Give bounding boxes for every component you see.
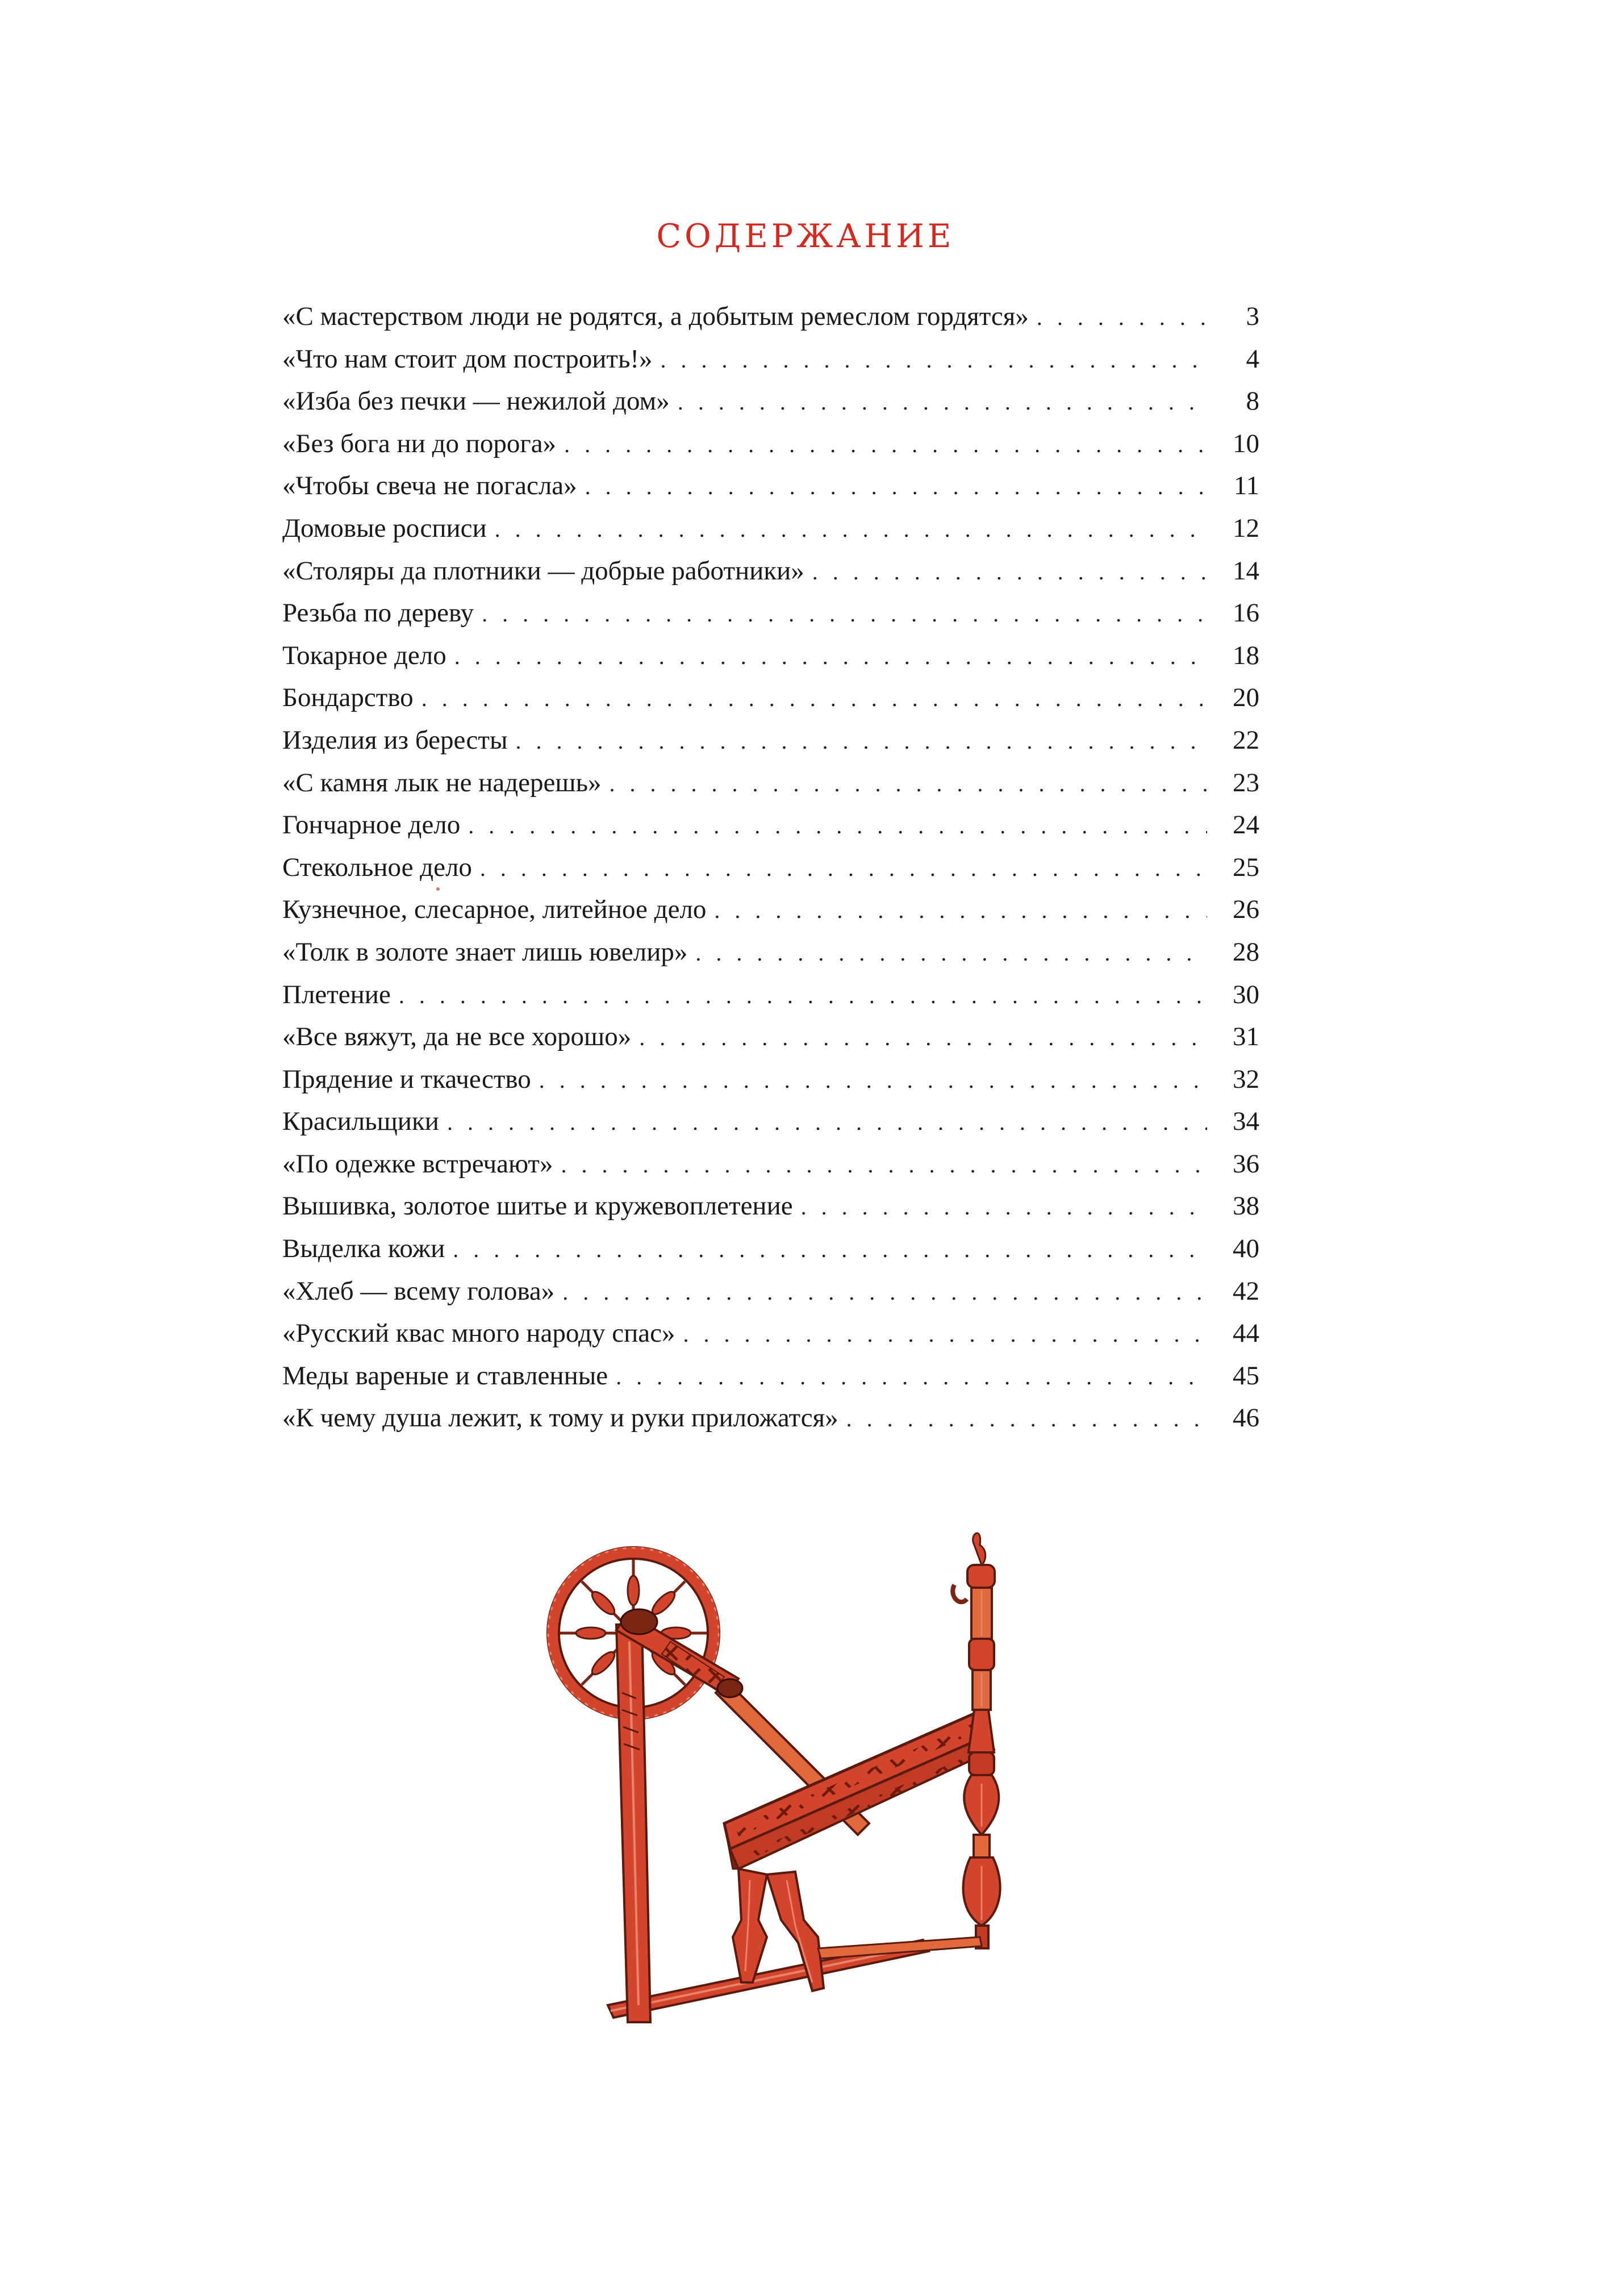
toc-title: «К чему душа лежит, к тому и руки приложатся» xyxy=(282,1403,838,1433)
toc-page-number: 8 xyxy=(1246,386,1259,416)
toc-page-number: 40 xyxy=(1233,1234,1259,1264)
toc-title: «Русский квас много народу спас» xyxy=(282,1318,675,1349)
toc-dot-leader xyxy=(661,339,1207,382)
toc-row xyxy=(282,592,1259,634)
toc-title: «Изба без печки — нежилой дом» xyxy=(282,386,670,416)
toc-dot-leader xyxy=(812,551,1207,594)
toc-row xyxy=(282,465,1259,507)
toc-row xyxy=(282,1100,1259,1143)
toc-title: «Толк в золоте знает лишь ювелир» xyxy=(282,937,688,967)
toc-dot-leader xyxy=(801,1186,1207,1229)
toc-page-number: 18 xyxy=(1233,640,1259,670)
toc-title: Красильщики xyxy=(282,1107,439,1137)
toc-page-number: 22 xyxy=(1233,725,1259,755)
toc-title: «Все вяжут, да не все хорошо» xyxy=(282,1022,632,1052)
print-speck xyxy=(436,887,440,891)
toc-row xyxy=(282,888,1259,931)
toc-dot-leader xyxy=(421,678,1207,720)
toc-row xyxy=(282,634,1259,677)
toc-dot-leader xyxy=(495,508,1207,551)
toc-title: Изделия из бересты xyxy=(282,725,508,755)
toc-dot-leader xyxy=(846,1398,1207,1441)
toc-page-number: 20 xyxy=(1233,683,1259,713)
toc-row xyxy=(282,846,1259,889)
toc-row xyxy=(282,974,1259,1016)
toc-dot-leader xyxy=(562,1271,1207,1314)
toc-row xyxy=(282,1312,1259,1355)
table-of-contents xyxy=(282,295,1259,1439)
toc-row xyxy=(282,1270,1259,1313)
toc-row xyxy=(282,550,1259,592)
toc-dot-leader xyxy=(482,593,1207,636)
toc-title: Прядение и ткачество xyxy=(282,1064,531,1094)
toc-title: Домовые росписи xyxy=(282,513,487,543)
toc-title: «Без бога ни до порога» xyxy=(282,428,557,458)
toc-dot-leader xyxy=(516,720,1207,763)
toc-dot-leader xyxy=(480,848,1207,890)
toc-title: «Столяры да плотники — добрые работники» xyxy=(282,556,804,586)
toc-page-number: 42 xyxy=(1233,1276,1259,1306)
toc-row xyxy=(282,1355,1259,1397)
toc-dot-leader xyxy=(454,636,1207,678)
toc-page-number: 32 xyxy=(1233,1064,1259,1094)
toc-page-number: 10 xyxy=(1233,428,1259,458)
toc-dot-leader xyxy=(399,975,1207,1017)
toc-page-number: 26 xyxy=(1233,895,1259,925)
toc-row xyxy=(282,1228,1259,1270)
toc-dot-leader xyxy=(683,1313,1207,1356)
toc-title: Кузнечное, слесарное, литейное дело xyxy=(282,895,707,925)
toc-row xyxy=(282,677,1259,719)
toc-title: «С камня лык не надерешь» xyxy=(282,767,602,798)
toc-row xyxy=(282,1397,1259,1439)
toc-page-number: 14 xyxy=(1233,556,1259,586)
toc-title: «Что нам стоит дом построить!» xyxy=(282,344,653,374)
toc-title: Плетение xyxy=(282,979,391,1009)
toc-dot-leader xyxy=(585,466,1207,508)
toc-dot-leader xyxy=(1037,297,1207,339)
toc-title: «Чтобы свеча не погасла» xyxy=(282,471,577,501)
toc-title: Меды вареные и ставленные xyxy=(282,1360,608,1391)
toc-title: Вышивка, золотое шитье и кружевоплетение xyxy=(282,1191,793,1221)
toc-title: Гончарное дело xyxy=(282,810,461,840)
toc-row xyxy=(282,338,1259,381)
toc-page-number: 30 xyxy=(1233,979,1259,1009)
toc-page-number: 34 xyxy=(1233,1107,1259,1137)
toc-title: Бондарство xyxy=(282,683,414,713)
toc-dot-leader xyxy=(610,763,1208,805)
toc-row xyxy=(282,762,1259,804)
toc-row xyxy=(282,423,1259,465)
toc-row xyxy=(282,1143,1259,1185)
toc-title: Резьба по дереву xyxy=(282,598,474,628)
toc-page-number: 12 xyxy=(1233,513,1259,543)
toc-page-number: 36 xyxy=(1233,1149,1259,1179)
toc-row xyxy=(282,931,1259,974)
toc-title: «Хлеб — всему голова» xyxy=(282,1276,555,1306)
toc-page-number: 23 xyxy=(1233,767,1259,798)
spinning-wheel-icon xyxy=(500,1528,1113,2028)
toc-page-number: 38 xyxy=(1233,1191,1259,1221)
toc-row xyxy=(282,295,1259,338)
toc-page-number: 25 xyxy=(1233,852,1259,882)
page-title: содержание xyxy=(656,204,955,258)
toc-page-number: 45 xyxy=(1233,1360,1259,1391)
toc-page-number: 28 xyxy=(1233,937,1259,967)
toc-page-number: 3 xyxy=(1246,302,1259,331)
toc-page-number: 16 xyxy=(1233,598,1259,628)
toc-title: «С мастерством люди не родятся, а добытым ремеслом гордятся» xyxy=(282,302,1029,331)
toc-page-number: 44 xyxy=(1233,1318,1259,1349)
toc-row xyxy=(282,1185,1259,1228)
toc-title: Выделка кожи xyxy=(282,1234,445,1264)
toc-row xyxy=(282,507,1259,550)
toc-row xyxy=(282,380,1259,423)
toc-dot-leader xyxy=(447,1101,1207,1144)
toc-title: Стекольное дело xyxy=(282,852,472,882)
toc-row xyxy=(282,719,1259,762)
toc-dot-leader xyxy=(561,1144,1207,1187)
toc-dot-leader xyxy=(695,932,1207,975)
toc-dot-leader xyxy=(564,424,1207,466)
toc-page-number: 11 xyxy=(1233,471,1259,501)
toc-page-number: 4 xyxy=(1246,344,1259,374)
toc-row xyxy=(282,1016,1259,1058)
toc-dot-leader xyxy=(639,1017,1207,1059)
toc-row xyxy=(282,804,1259,846)
toc-title: «По одежке встречают» xyxy=(282,1149,553,1179)
toc-dot-leader xyxy=(539,1059,1207,1102)
toc-title: Токарное дело xyxy=(282,640,446,670)
toc-dot-leader xyxy=(453,1229,1207,1271)
toc-page-number: 46 xyxy=(1233,1403,1259,1433)
toc-dot-leader xyxy=(616,1356,1207,1399)
toc-dot-leader xyxy=(714,890,1207,932)
toc-row xyxy=(282,1058,1259,1101)
toc-page-number: 24 xyxy=(1233,810,1259,840)
toc-page-number: 31 xyxy=(1233,1022,1259,1052)
toc-dot-leader xyxy=(678,381,1207,424)
toc-dot-leader xyxy=(468,805,1207,848)
